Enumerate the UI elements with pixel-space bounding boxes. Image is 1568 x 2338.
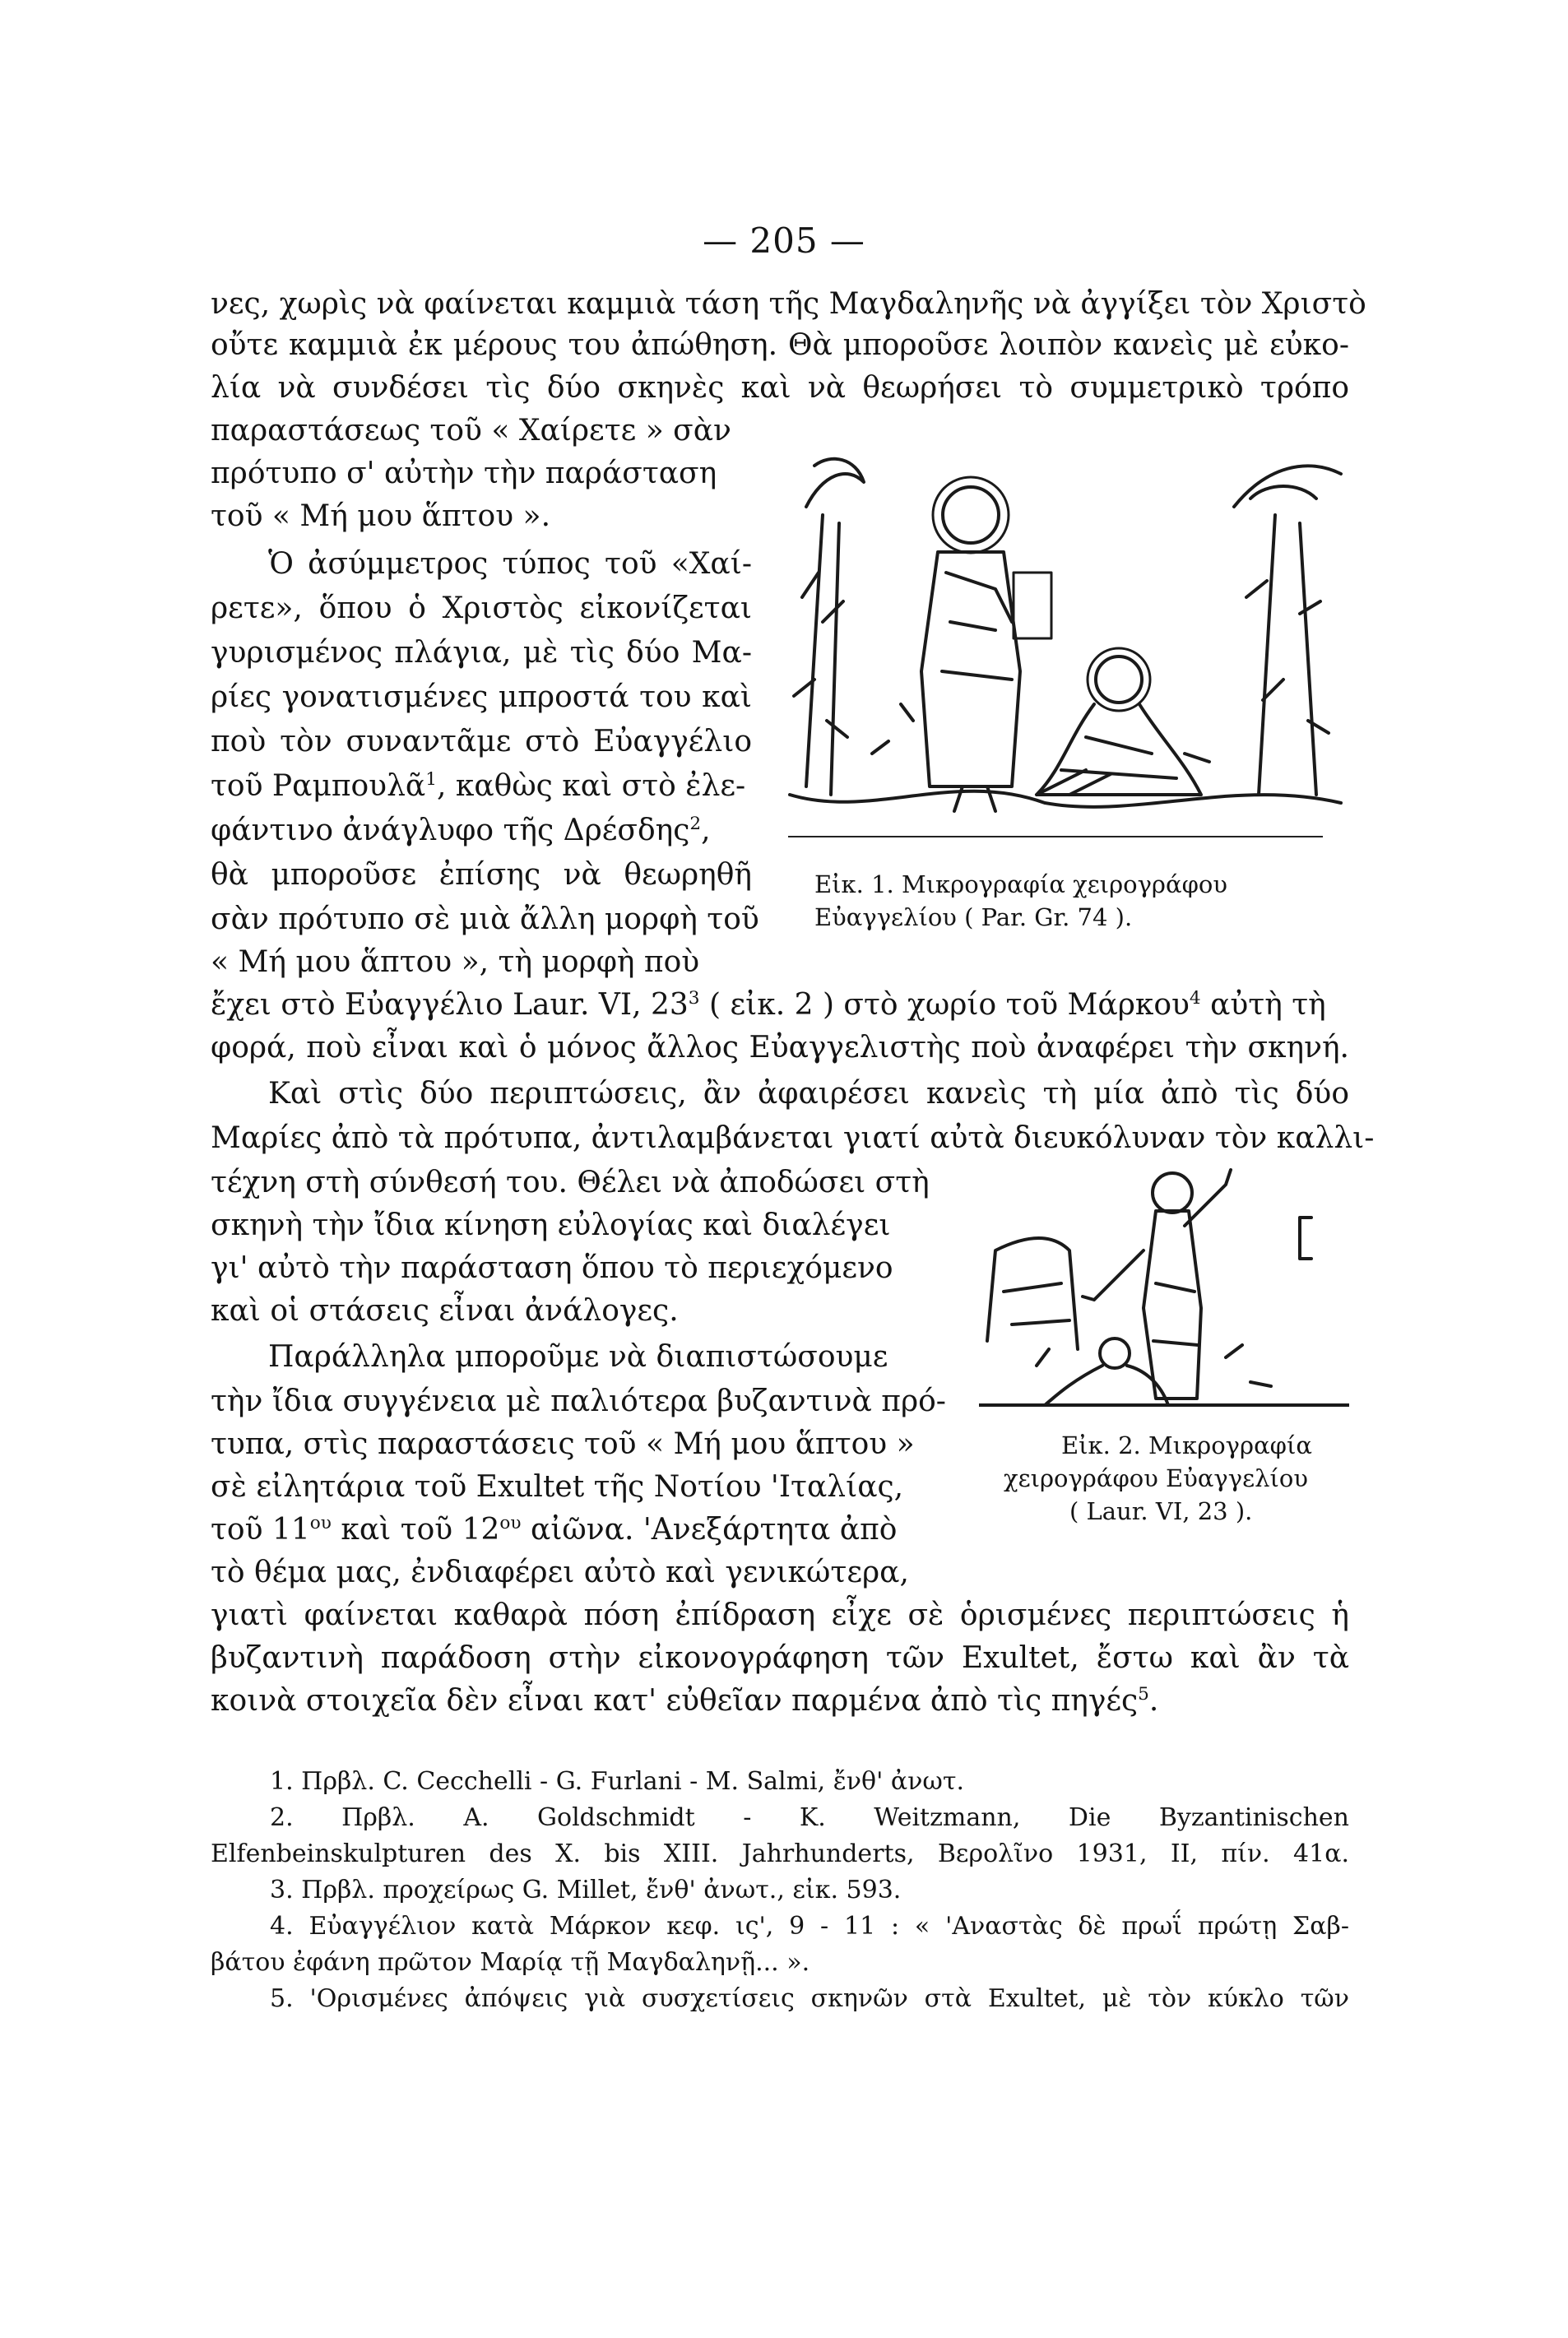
footnote-ref: 3 <box>688 988 700 1009</box>
body-line: τοῦ « Μή μου ἅπτου ». <box>211 499 551 533</box>
body-line: ρετε», ὅπου ὁ Χριστὸς εἰκονίζεται <box>211 591 752 625</box>
page-number: — 205 — <box>703 220 865 261</box>
footnote: βάτου ἐφάνη πρῶτον Μαρίᾳ τῇ Μαγδαληνῇ... ». <box>211 1948 810 1977</box>
body-line-text: , καθὼς καὶ στὸ ἐλε- <box>436 769 746 803</box>
body-line: σκηνὴ τὴν ἴδια κίνηση εὐλογίας καὶ διαλέγει <box>211 1208 891 1242</box>
body-line <box>211 768 745 805</box>
footnote: 1. Πρβλ. C. Cecchelli - G. Furlani - M. Salmi, ἔνθ' ἀνωτ. <box>270 1767 964 1796</box>
body-line <box>211 1683 1158 1719</box>
figure-1-rule <box>788 836 1323 837</box>
body-line: πρότυπο σ' αὐτὴν τὴν παράσταση <box>211 457 717 490</box>
body-line: « Μή μου ἅπτου », τὴ μορφὴ ποὺ <box>211 945 700 979</box>
body-line-text: φάντινο ἀνάγλυφο τῆς Δρέσδης <box>211 814 690 847</box>
body-line: καὶ οἱ στάσεις εἶναι ἀνάλογες. <box>211 1294 679 1328</box>
body-line: τέχνη στὴ σύνθεσή του. Θέλει νὰ ἀποδώσει στὴ <box>211 1166 930 1199</box>
body-line: βυζαντινὴ παράδοση στὴν εἰκονογράφηση τῶν Exultet, ἔστω καὶ ἂν τὰ <box>211 1641 1349 1675</box>
footnote: 5. 'Ορισμένες ἀπόψεις γιὰ συσχετίσεις σκηνῶν στὰ Exultet, μὲ τὸν κύκλο τῶν <box>270 1984 1349 2013</box>
footnote-ref: 2 <box>689 814 702 834</box>
body-line: Παράλληλα μποροῦμε νὰ διαπιστώσουμε <box>268 1340 888 1374</box>
superscript: ου <box>499 1513 522 1533</box>
footnote-ref: 4 <box>1189 988 1201 1009</box>
footnote: 2. Πρβλ. A. Goldschmidt - K. Weitzmann, Die Byzantinischen <box>270 1803 1349 1832</box>
body-line: σὰν πρότυπο σὲ μιὰ ἄλλη μορφὴ τοῦ <box>211 902 759 936</box>
body-line: τὸ θέμα μας, ἐνδιαφέρει αὐτὸ καὶ γενικώτερα, <box>211 1556 909 1589</box>
body-line-text: καὶ τοῦ 12 <box>331 1513 500 1547</box>
body-line: παραστάσεως τοῦ « Χαίρετε » σὰν <box>211 414 731 448</box>
body-line-text: ( εἰκ. 2 ) στὸ χωρίο τοῦ Μάρκου <box>699 988 1190 1022</box>
body-line <box>211 1512 897 1548</box>
body-line <box>211 813 711 849</box>
figure-2-caption: χειρογράφου Εὐαγγελίου <box>1004 1464 1308 1492</box>
figure-1-caption: Εἰκ. 1. Μικρογραφία χειρογράφου <box>814 870 1227 898</box>
footnote-ref: 5 <box>1138 1684 1149 1705</box>
figure-2-caption: ( Laur. VI, 23 ). <box>1069 1497 1253 1525</box>
body-line: Ὁ ἀσύμμετρος τύπος τοῦ «Χαί- <box>268 547 752 581</box>
footnote: Elfenbeinskulpturen des X. bis XIII. Jahrhunderts, Βερολῖνο 1931, II, πίν. 41α. <box>211 1839 1349 1868</box>
footnote: 4. Εὐαγγέλιον κατὰ Μάρκον κεφ. ις', 9 - 11 : « 'Αναστὰς δὲ πρωΐ πρώτῃ Σαβ- <box>270 1912 1349 1941</box>
footnote: 3. Πρβλ. προχείρως G. Millet, ἔνθ' ἀνωτ., εἰκ. 593. <box>270 1876 902 1904</box>
body-line-text: , <box>701 814 711 847</box>
body-line: ποὺ τὸν συναντᾶμε στὸ Εὐαγγέλιο <box>211 725 752 758</box>
body-line: θὰ μποροῦσε ἐπίσης νὰ θεωρηθῆ <box>211 858 752 892</box>
body-line: γι' αὐτὸ τὴν παράσταση ὅπου τὸ περιεχόμενο <box>211 1251 893 1285</box>
figure-2-caption: Εἰκ. 2. Μικρογραφία <box>1061 1431 1312 1459</box>
body-line-text: τοῦ 11 <box>211 1513 310 1547</box>
body-line-text: αἰῶνα. 'Ανεξάρτητα ἀπὸ <box>521 1513 898 1547</box>
body-line <box>211 987 1326 1023</box>
body-line-text: τοῦ Ραμπουλᾶ <box>211 769 426 803</box>
body-line: τὴν ἴδια συγγένεια μὲ παλιότερα βυζαντινὰ πρό- <box>211 1385 946 1418</box>
body-line-text: αὐτὴ τὴ <box>1200 988 1326 1022</box>
body-line: γυρισμένος πλάγια, μὲ τὶς δύο Μα- <box>211 636 752 670</box>
body-line-text: κοινὰ στοιχεῖα δὲν εἶναι κατ' εὐθεῖαν παρμένα ἀπὸ τὶς πηγές <box>211 1684 1139 1718</box>
footnote-ref: 1 <box>425 769 437 790</box>
body-line: γιατὶ φαίνεται καθαρὰ πόση ἐπίδραση εἶχε σὲ ὁρισμένες περιπτώσεις ἡ <box>211 1598 1349 1632</box>
body-line: Μαρίες ἀπὸ τὰ πρότυπα, ἀντιλαμβάνεται γιατί αὐτὰ διευκόλυναν τὸν καλλι- <box>211 1121 1375 1155</box>
body-line-text: . <box>1148 1684 1159 1718</box>
body-line: τυπα, στὶς παραστάσεις τοῦ « Μή μου ἅπτου » <box>211 1427 915 1461</box>
body-line: ρίες γονατισμένες μπροστά του καὶ <box>211 680 752 714</box>
body-line: λία νὰ συνδέσει τὶς δύο σκηνὲς καὶ νὰ θεωρήσει τὸ συμμετρικὸ τρόπο <box>211 371 1349 405</box>
body-line-text: ἔχει στὸ Εὐαγγέλιο Laur. VI, 23 <box>211 988 689 1022</box>
body-line: Καὶ στὶς δύο περιπτώσεις, ἂν ἀφαιρέσει κανεὶς τὴ μία ἀπὸ τὶς δύο <box>268 1077 1349 1111</box>
body-line: νες, χωρὶς νὰ φαίνεται καμμιὰ τάση τῆς Μαγδαληνῆς νὰ ἀγγίξει τὸν Χριστὸ <box>211 287 1366 321</box>
superscript: ου <box>309 1513 332 1533</box>
figure-2-illustration <box>979 1160 1349 1407</box>
figure-1-caption: Εὐαγγελίου ( Par. Gr. 74 ). <box>814 903 1133 931</box>
figure-1-illustration <box>773 408 1349 828</box>
body-line: οὔτε καμμιὰ ἐκ μέρους του ἀπώθηση. Θὰ μποροῦσε λοιπὸν κανεὶς μὲ εὐκο- <box>211 328 1349 362</box>
body-line: φορά, ποὺ εἶναι καὶ ὁ μόνος ἄλλος Εὐαγγελιστὴς ποὺ ἀναφέρει τὴν σκηνή. <box>211 1031 1349 1065</box>
body-line: σὲ εἰλητάρια τοῦ Exultet τῆς Νοτίου 'Ιταλίας, <box>211 1470 904 1504</box>
